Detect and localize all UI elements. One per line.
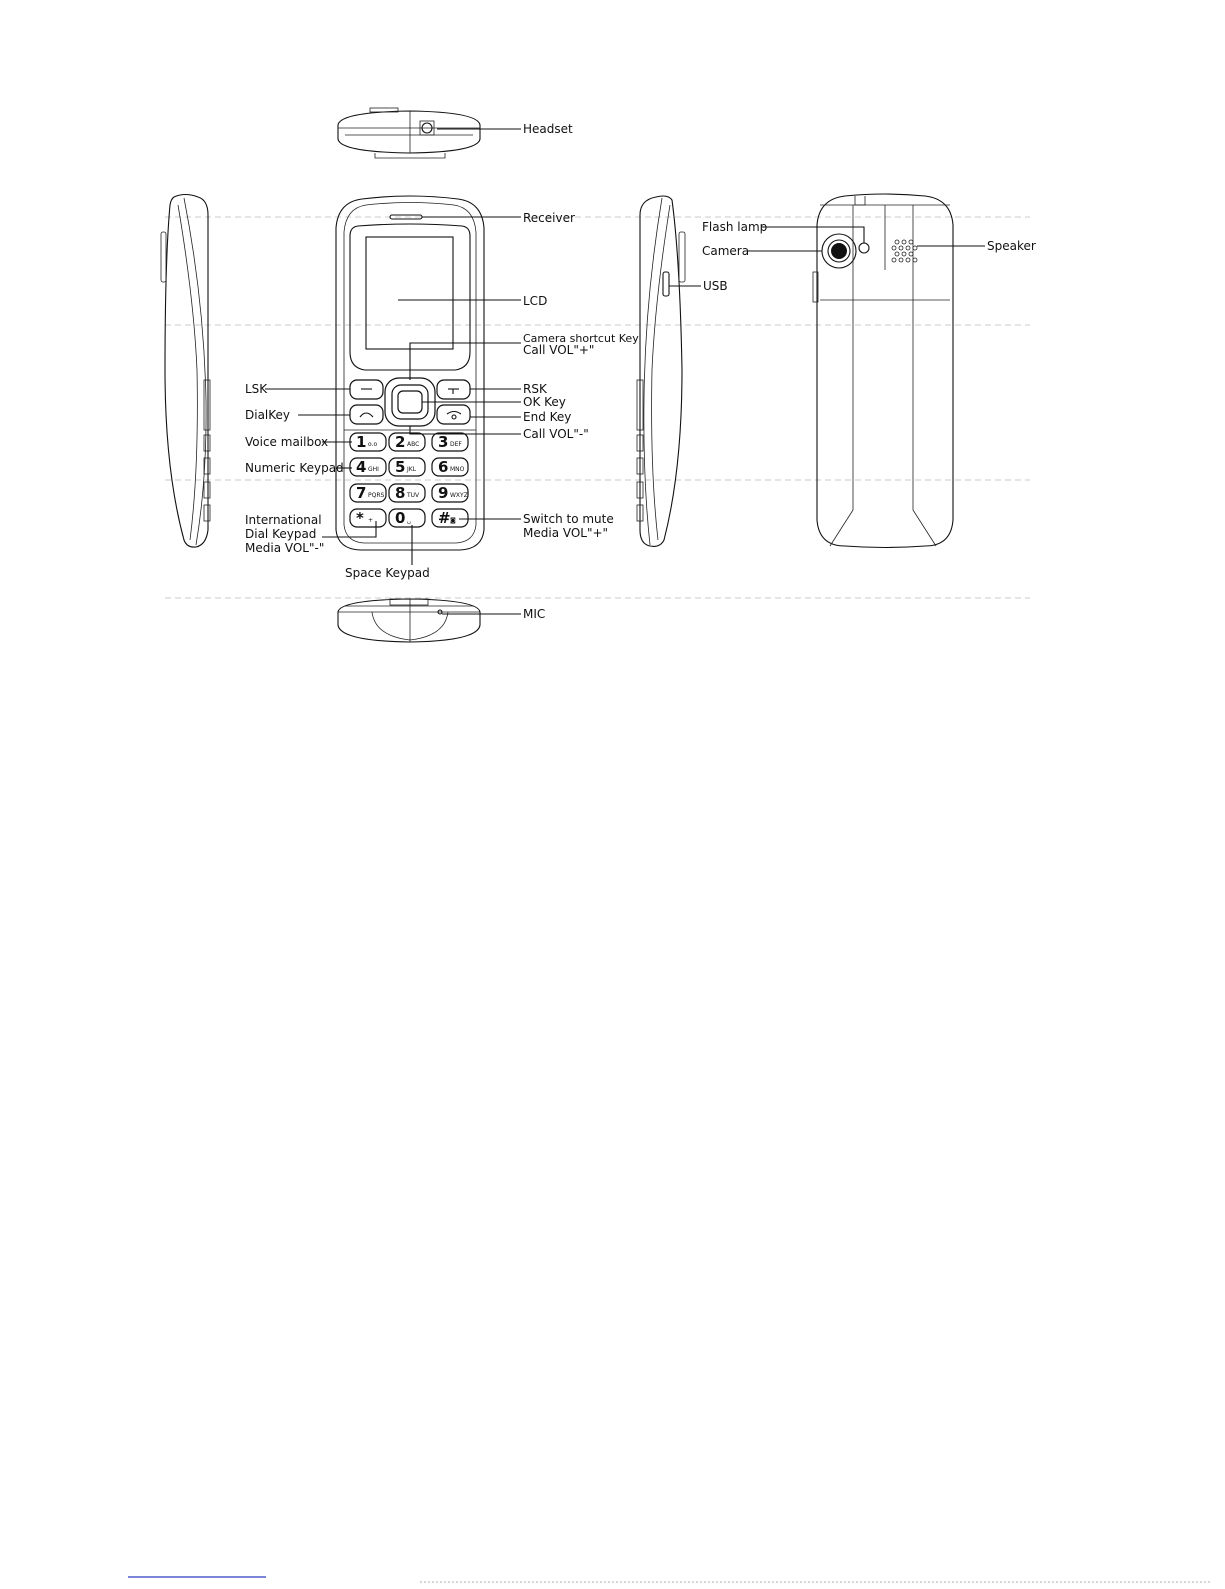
label-lcd: LCD bbox=[523, 294, 548, 308]
keypad-key-digit: 5 bbox=[395, 458, 406, 476]
label-dial-keypad: Dial Keypad bbox=[245, 527, 317, 541]
keypad-key-digit: 4 bbox=[356, 458, 367, 476]
label-call-vol-plus: Call VOL"+" bbox=[523, 343, 595, 357]
keypad-key-1 bbox=[350, 433, 386, 451]
label-flash-lamp: Flash lamp bbox=[702, 220, 768, 234]
label-international: International bbox=[245, 513, 322, 527]
label-call-vol-minus: Call VOL"-" bbox=[523, 427, 589, 441]
phone-back-view bbox=[813, 194, 953, 548]
label-ok-key: OK Key bbox=[523, 395, 566, 409]
label-space-keypad: Space Keypad bbox=[345, 566, 430, 580]
label-lsk: LSK bbox=[245, 382, 268, 396]
label-speaker: Speaker bbox=[987, 239, 1036, 253]
keypad-key-digit: 9 bbox=[438, 484, 449, 502]
keypad-key-6 bbox=[432, 458, 468, 476]
keypad-key-digit: 6 bbox=[438, 458, 449, 476]
label-mic: MIC bbox=[523, 607, 546, 621]
keypad-key-letters: PQRS bbox=[368, 492, 385, 499]
keypad-key-2 bbox=[389, 433, 425, 451]
phone-bottom-view bbox=[338, 599, 480, 642]
label-media-vol-plus: Media VOL"+" bbox=[523, 526, 609, 540]
keypad-key-letters: + bbox=[368, 517, 374, 524]
footer-rule bbox=[0, 1570, 1225, 1585]
label-usb: USB bbox=[703, 279, 728, 293]
keypad-key-3 bbox=[432, 433, 468, 451]
keypad-key-10 bbox=[350, 509, 386, 527]
phone-left-side-view bbox=[161, 195, 210, 548]
keypad-key-digit: 8 bbox=[395, 484, 406, 502]
keypad-key-letters: JKL bbox=[407, 466, 417, 473]
keypad-key-digit: 1 bbox=[356, 433, 367, 451]
label-numeric-keypad: Numeric Keypad bbox=[245, 461, 344, 475]
keypad-key-digit: # bbox=[438, 509, 451, 527]
keypad-key-digit: 0 bbox=[395, 509, 406, 527]
keypad-key-letters: MNO bbox=[450, 466, 465, 473]
keypad-key-letters: DEF bbox=[450, 441, 462, 448]
keypad-key-letters: ABC bbox=[407, 441, 420, 448]
keypad-key-letters: GHI bbox=[368, 466, 379, 473]
label-end-key: End Key bbox=[523, 410, 572, 424]
keypad-key-5 bbox=[389, 458, 425, 476]
label-receiver: Receiver bbox=[523, 211, 575, 225]
keypad-key-digit: * bbox=[356, 509, 364, 527]
keypad-key-9 bbox=[432, 484, 468, 502]
keypad-key-letters: ␣ bbox=[407, 517, 411, 524]
keypad-key-digit: 2 bbox=[395, 433, 406, 451]
keypad-key-digit: 3 bbox=[438, 433, 449, 451]
label-dial-key: DialKey bbox=[245, 408, 291, 422]
label-camera-shortcut: Camera shortcut Key bbox=[523, 332, 639, 345]
label-switch-mute: Switch to mute bbox=[523, 512, 614, 526]
label-rsk: RSK bbox=[523, 382, 547, 396]
keypad-key-letters: TUV bbox=[407, 492, 420, 499]
keypad-key-7 bbox=[350, 484, 386, 502]
keypad-key-letters: o.o bbox=[368, 441, 378, 448]
keypad-key-letters: WXYZ bbox=[450, 492, 468, 499]
phone-right-side-view bbox=[637, 196, 685, 546]
keypad-key-11 bbox=[389, 509, 425, 527]
keypad-key-4 bbox=[350, 458, 386, 476]
phone-top-view bbox=[338, 108, 480, 158]
leader-lines bbox=[265, 129, 985, 614]
label-voice-mailbox: Voice mailbox bbox=[245, 435, 329, 449]
keypad-key-digit: 7 bbox=[356, 484, 367, 502]
keypad-key-8 bbox=[389, 484, 425, 502]
label-media-vol-minus: Media VOL"-" bbox=[245, 541, 325, 555]
label-headset: Headset bbox=[523, 122, 573, 136]
label-camera: Camera bbox=[702, 244, 750, 258]
keypad-key-letters: ◙ bbox=[450, 517, 456, 524]
keypad-key-12 bbox=[432, 509, 468, 527]
